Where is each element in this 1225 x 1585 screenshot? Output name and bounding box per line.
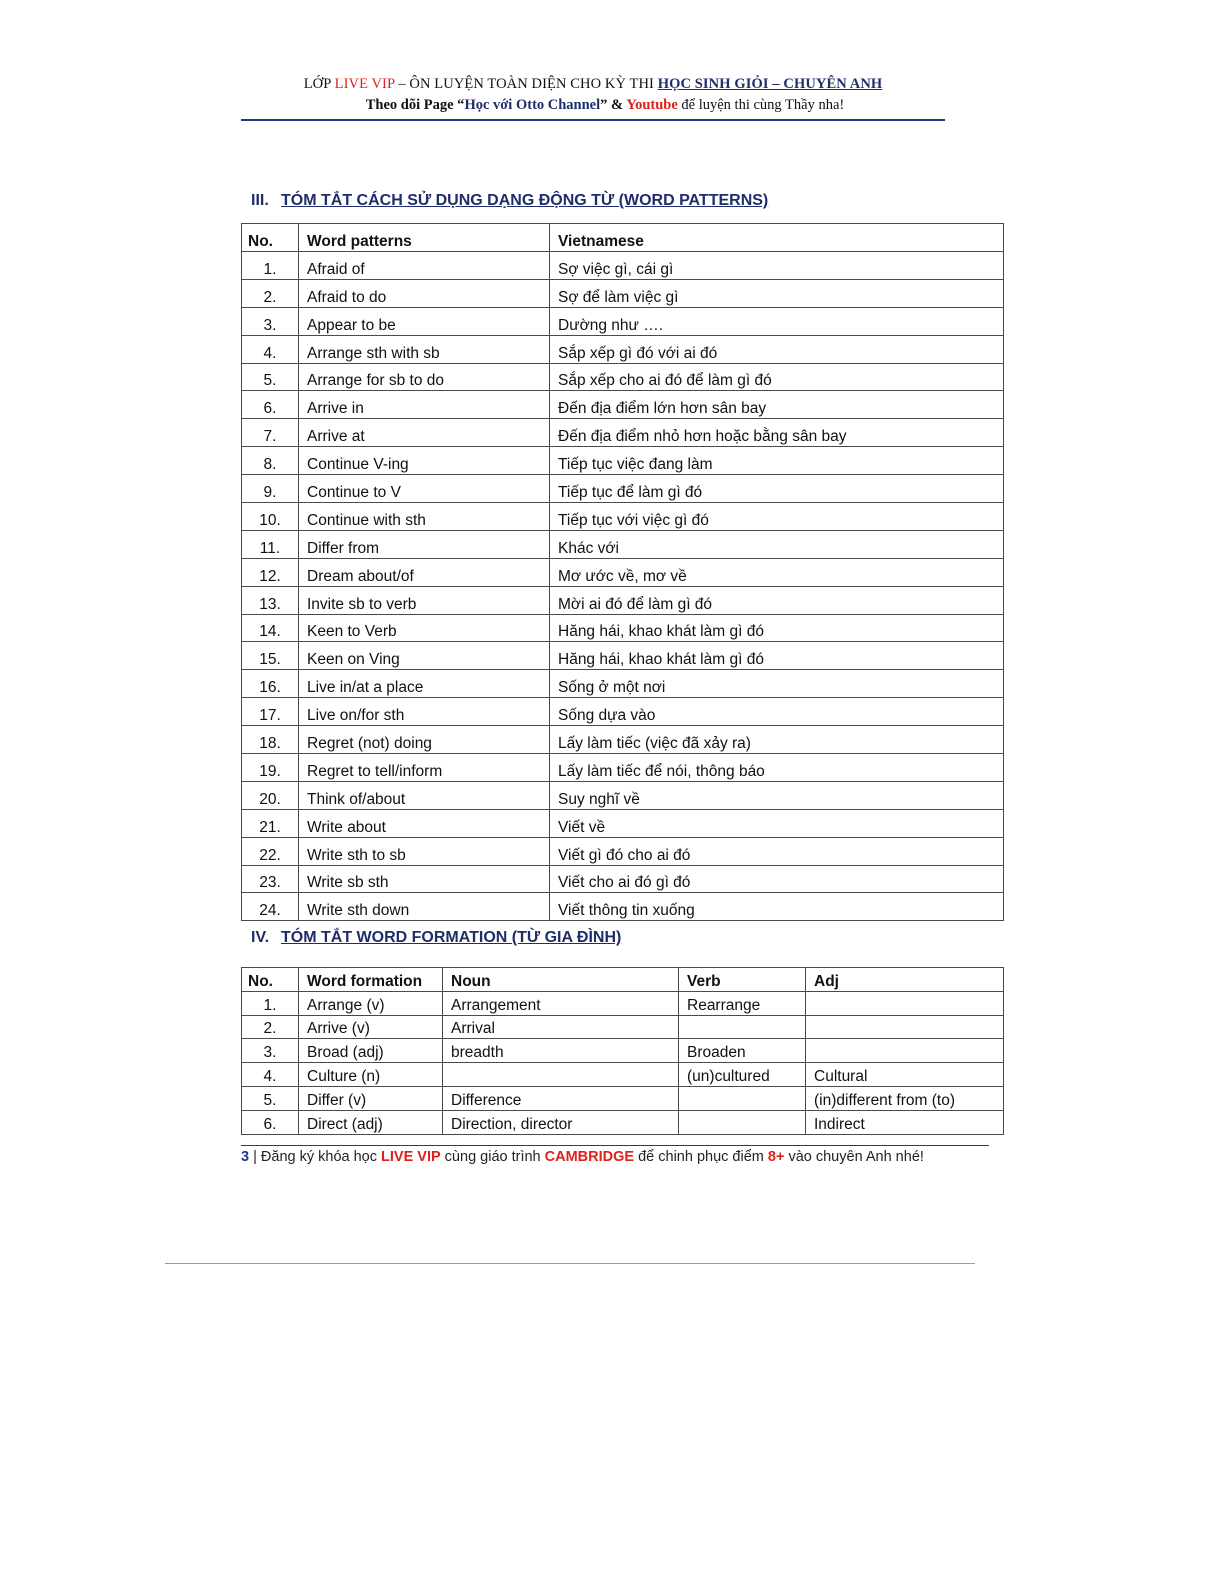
table-cell: Indirect [806,1110,1004,1134]
table-row [242,837,1004,865]
table-cell: Keen on Ving [299,642,550,670]
row-number: 16. [242,670,299,698]
row-number: 17. [242,698,299,726]
table-cell: Đến địa điểm lớn hơn sân bay [550,391,1004,419]
table-cell: Sắp xếp cho ai đó để làm gì đó [550,363,1004,391]
table-cell: Broaden [679,1039,806,1063]
table-cell [806,1039,1004,1063]
table-cell: Direction, director [443,1110,679,1134]
footer-text: | [249,1149,261,1165]
header-text: LỚP [303,76,335,92]
footer-text: Đăng ký khóa học [260,1149,382,1165]
table-cell: Tiếp tục với việc gì đó [550,503,1004,531]
table-cell: Culture (n) [299,1063,443,1087]
row-number: 1. [242,252,299,280]
table-cell: Differ (v) [299,1086,443,1110]
table-row [242,809,1004,837]
table-cell: (in)different from (to) [806,1086,1004,1110]
page-footer [241,1149,924,1165]
table-cell: Sống dựa vào [550,698,1004,726]
row-number: 6. [242,391,299,419]
footer-text: để chinh phục điểm [634,1149,768,1165]
footer-divider [241,1145,989,1146]
table-cell: Viết về [550,809,1004,837]
table-row [242,893,1004,921]
table-cell: Afraid of [299,252,550,280]
row-number: 4. [242,335,299,363]
table-cell: Regret (not) doing [299,726,550,754]
table-cell: Viết cho ai đó gì đó [550,865,1004,893]
section-heading: TÓM TẮT WORD FORMATION (TỪ GIA ĐÌNH) [281,929,622,946]
table-row [242,363,1004,391]
table-cell: Continue with sth [299,503,550,531]
section-4-title [251,929,621,947]
table-header-row [242,224,1004,252]
table-cell: Rearrange [679,991,806,1015]
row-number: 3. [242,1039,299,1063]
table-cell [679,1110,806,1134]
table-cell: Arrive in [299,391,550,419]
header-text: – ÔN LUYỆN TOÀN DIỆN CHO KỲ THI [394,76,658,92]
table-cell: Arrange (v) [299,991,443,1015]
column-header: Verb [679,968,806,992]
footer-text: cùng giáo trình [440,1149,545,1165]
table-row [242,307,1004,335]
page-header [240,76,946,114]
table-header-row [242,968,1004,992]
table-cell: Continue to V [299,475,550,503]
row-number: 23. [242,865,299,893]
row-number: 5. [242,1086,299,1110]
section-heading: TÓM TẮT CÁCH SỬ DỤNG DẠNG ĐỘNG TỪ (WORD PATTERNS) [281,192,769,209]
row-number: 18. [242,726,299,754]
table-cell: Arrive at [299,419,550,447]
table-row [242,1039,1004,1063]
page-name: Học với Otto Channel [464,97,601,113]
table-row [242,252,1004,280]
page-separator [165,1263,975,1264]
table-row [242,503,1004,531]
table-cell: Arrange for sb to do [299,363,550,391]
table-row [242,991,1004,1015]
table-cell [806,1015,1004,1039]
header-line-1 [240,76,946,93]
table-row [242,530,1004,558]
column-header: Noun [443,968,679,992]
table-row [242,1063,1004,1087]
table-cell [443,1063,679,1087]
table-cell: Differ from [299,530,550,558]
row-number: 9. [242,475,299,503]
table-cell: Viết gì đó cho ai đó [550,837,1004,865]
table-cell: Viết thông tin xuống [550,893,1004,921]
table-row [242,754,1004,782]
table-cell: Đến địa điểm nhỏ hơn hoặc bằng sân bay [550,419,1004,447]
table-row [242,781,1004,809]
table-row [242,335,1004,363]
table-cell: Mơ ước về, mơ về [550,558,1004,586]
table-cell: Arrive (v) [299,1015,443,1039]
row-number: 11. [242,530,299,558]
table-row [242,419,1004,447]
header-text: Theo dõi Page “ [365,97,465,113]
table-cell: Write sb sth [299,865,550,893]
table-cell [679,1015,806,1039]
column-header: No. [242,224,299,252]
table-cell: (un)cultured [679,1063,806,1087]
table-row [242,558,1004,586]
section-3-title [251,192,768,210]
table-cell: Think of/about [299,781,550,809]
table-cell: Arrival [443,1015,679,1039]
page-number: 3 [241,1149,250,1165]
row-number: 2. [242,279,299,307]
row-number: 1. [242,991,299,1015]
table-row [242,447,1004,475]
table-cell: Keen to Verb [299,614,550,642]
column-header: No. [242,968,299,992]
table-cell: Direct (adj) [299,1110,443,1134]
table-cell: Broad (adj) [299,1039,443,1063]
row-number: 4. [242,1063,299,1087]
header-line-2 [240,97,946,114]
table-cell: Sợ để làm việc gì [550,279,1004,307]
row-number: 8. [242,447,299,475]
table-row [242,726,1004,754]
table-cell: Dream about/of [299,558,550,586]
live-vip-label: LIVE VIP [381,1149,441,1165]
table-cell: Hăng hái, khao khát làm gì đó [550,642,1004,670]
table-cell: Afraid to do [299,279,550,307]
column-header: Vietnamese [550,224,1004,252]
table-cell: Arrangement [443,991,679,1015]
table-cell [806,991,1004,1015]
table-cell: Write about [299,809,550,837]
table-cell: Regret to tell/inform [299,754,550,782]
footer-text: vào chuyên Anh nhé! [784,1149,924,1165]
table-cell: Difference [443,1086,679,1110]
row-number: 15. [242,642,299,670]
table-cell: Dường như …. [550,307,1004,335]
row-number: 21. [242,809,299,837]
section-number: III. [251,192,269,209]
table-row [242,279,1004,307]
table-cell: Invite sb to verb [299,586,550,614]
table-cell: Lấy làm tiếc (việc đã xảy ra) [550,726,1004,754]
table-cell: Sắp xếp gì đó với ai đó [550,335,1004,363]
table-row [242,865,1004,893]
table-row [242,1110,1004,1134]
table-cell: Khác với [550,530,1004,558]
row-number: 6. [242,1110,299,1134]
table-cell: Appear to be [299,307,550,335]
table-cell: Tiếp tục việc đang làm [550,447,1004,475]
table-cell: Write sth down [299,893,550,921]
table-row [242,391,1004,419]
column-header: Word formation [299,968,443,992]
table-cell: Lấy làm tiếc để nói, thông báo [550,754,1004,782]
word-patterns-table [241,223,1004,921]
row-number: 24. [242,893,299,921]
table-row [242,1086,1004,1110]
table-cell: Write sth to sb [299,837,550,865]
header-text: ” & [600,97,627,113]
column-header: Word patterns [299,224,550,252]
row-number: 12. [242,558,299,586]
table-cell: Cultural [806,1063,1004,1087]
table-cell: Continue V-ing [299,447,550,475]
header-text: để luyện thi cùng Thầy nha! [677,97,845,113]
table-row [242,670,1004,698]
row-number: 13. [242,586,299,614]
table-cell: Live in/at a place [299,670,550,698]
table-row [242,614,1004,642]
section-number: IV. [251,929,270,946]
row-number: 7. [242,419,299,447]
table-cell: Sợ việc gì, cái gì [550,252,1004,280]
table-cell: breadth [443,1039,679,1063]
table-row [242,1015,1004,1039]
score-label: 8+ [767,1149,785,1165]
row-number: 5. [242,363,299,391]
row-number: 20. [242,781,299,809]
row-number: 2. [242,1015,299,1039]
table-row [242,475,1004,503]
table-row [242,698,1004,726]
row-number: 19. [242,754,299,782]
row-number: 3. [242,307,299,335]
column-header: Adj [806,968,1004,992]
cambridge-label: CAMBRIDGE [544,1149,635,1165]
row-number: 22. [242,837,299,865]
row-number: 14. [242,614,299,642]
youtube-label: Youtube [626,97,678,113]
table-row [242,642,1004,670]
table-cell: Tiếp tục để làm gì đó [550,475,1004,503]
header-divider [241,119,945,121]
course-name: HỌC SINH GIỎI – CHUYÊN ANH [657,76,883,92]
table-cell: Live on/for sth [299,698,550,726]
table-cell: Sống ở một nơi [550,670,1004,698]
table-cell: Hăng hái, khao khát làm gì đó [550,614,1004,642]
word-formation-table [241,967,1004,1135]
table-row [242,586,1004,614]
table-cell: Suy nghĩ về [550,781,1004,809]
row-number: 10. [242,503,299,531]
table-cell: Mời ai đó để làm gì đó [550,586,1004,614]
table-cell: Arrange sth with sb [299,335,550,363]
table-cell [679,1086,806,1110]
live-vip-label: LIVE VIP [334,76,395,92]
